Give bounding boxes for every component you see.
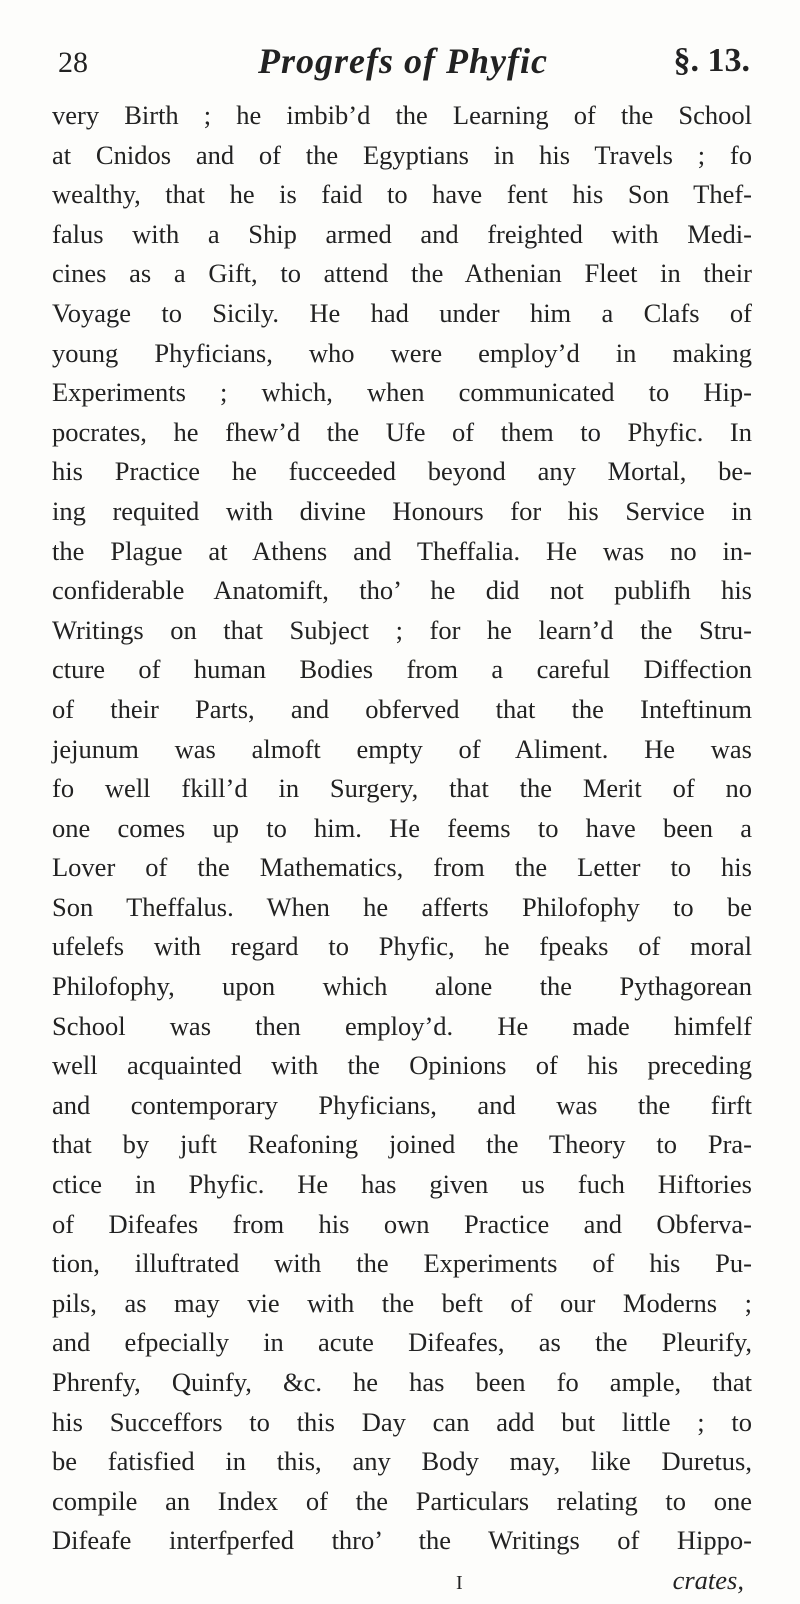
text-line: tion, illuftrated with the Experiments of his Pu-	[52, 1248, 752, 1279]
section-number: §. 13.	[673, 42, 750, 79]
text-line: School was then employ’d. He made himfelf	[52, 1010, 752, 1041]
footer-line	[52, 1561, 752, 1601]
text-line: compile an Index of the Particulars relating to one	[52, 1485, 752, 1516]
text-line: falus with a Ship armed and freighted with Medi-	[52, 218, 752, 249]
text-line: Writings on that Subject ; for he learn’d the Stru-	[52, 614, 752, 645]
text-line: of Difeafes from his own Practice and Obferva-	[52, 1208, 752, 1239]
signature-mark: I	[455, 1571, 463, 1594]
text-line: Son Theffalus. When he afferts Philofophy to be	[52, 891, 752, 922]
text-line: cines as a Gift, to attend the Athenian Fleet in their	[52, 258, 752, 289]
text-line: his Practice he fucceeded beyond any Mortal, be-	[52, 456, 752, 487]
text-line: ufelefs with regard to Phyfic, he fpeaks of moral	[52, 931, 752, 962]
text-line: Phrenfy, Quinfy, &c. he has been fo ample, that	[52, 1367, 752, 1397]
text-line: Lover of the Mathematics, from the Letter to his	[52, 852, 752, 883]
text-line: Difeafe interfperfed thro’ the Writings of Hippo-	[52, 1525, 752, 1556]
body-text	[52, 96, 752, 1601]
text-line: and contemporary Phyficians, and was the firft	[52, 1089, 752, 1120]
text-line: and efpecially in acute Difeafes, as the Pleurify,	[52, 1327, 752, 1358]
text-line: Voyage to Sicily. He had under him a Clafs of	[52, 297, 752, 328]
catchword: crates,	[672, 1564, 744, 1595]
text-line: be fatisfied in this, any Body may, like Duretus,	[52, 1446, 752, 1477]
text-line: that by juft Reafoning joined the Theory to Pra-	[52, 1129, 752, 1160]
text-line: Experiments ; which, when communicated to Hip-	[52, 377, 752, 408]
text-line: young Phyficians, who were employ’d in making	[52, 337, 752, 368]
text-line: very Birth ; he imbib’d the Learning of the School	[52, 100, 752, 130]
text-line: confiderable Anatomift, tho’ he did not publifh his	[52, 575, 752, 606]
text-line: at Cnidos and of the Egyptians in his Travels ; fo	[52, 139, 752, 170]
text-line: one comes up to him. He feems to have been a	[52, 812, 752, 843]
text-line: ing requited with divine Honours for his Service in	[52, 495, 752, 526]
running-title: Progrefs of Phyfic	[258, 41, 548, 81]
text-line: of their Parts, and obferved that the Inteftinum	[52, 693, 752, 724]
text-line: Philofophy, upon which alone the Pythagorean	[52, 971, 752, 1002]
text-line: cture of human Bodies from a careful Diffection	[52, 654, 752, 685]
text-line: wealthy, that he is faid to have fent his Son Thef-	[52, 179, 752, 210]
page-number: 28	[58, 46, 88, 79]
text-line: ctice in Phyfic. He has given us fuch Hiftories	[52, 1169, 752, 1200]
text-line: pocrates, he fhew’d the Ufe of them to Phyfic. In	[52, 416, 752, 447]
text-line: well acquainted with the Opinions of his preceding	[52, 1050, 752, 1081]
text-line: fo well fkill’d in Surgery, that the Merit of no	[52, 773, 752, 804]
text-line: the Plague at Athens and Theffalia. He was no in-	[52, 535, 752, 566]
text-line: pils, as may vie with the beft of our Moderns ;	[52, 1287, 752, 1318]
text-line: jejunum was almoft empty of Aliment. He was	[52, 733, 752, 764]
running-head	[58, 40, 750, 90]
text-line: his Succeffors to this Day can add but little ; to	[52, 1406, 752, 1437]
